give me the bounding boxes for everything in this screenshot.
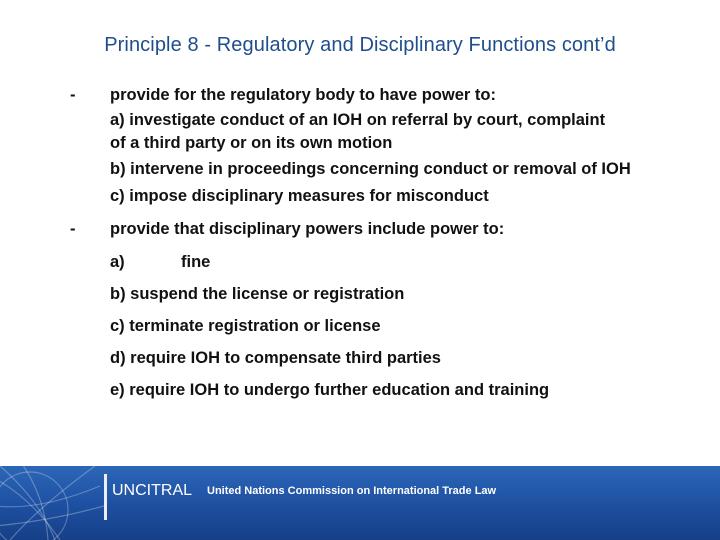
- footer-bar: [0, 466, 720, 540]
- sub-item-a-letter: a): [110, 253, 125, 271]
- sub-item-d: d) require IOH to compensate third parties: [110, 349, 441, 367]
- sub-item-a-continued: of a third party or on its own motion: [110, 134, 393, 152]
- brand-name: UNCITRAL: [112, 482, 193, 499]
- globe-decoration-icon: [0, 466, 104, 540]
- sub-item-b: b) intervene in proceedings concerning conduct or removal of IOH: [110, 160, 631, 178]
- sub-item-e: e) require IOH to undergo further education and training: [110, 381, 550, 399]
- bullet-dash: -: [70, 86, 76, 104]
- bullet-text: provide for the regulatory body to have power to:: [110, 86, 496, 104]
- bullet-dash: -: [70, 220, 76, 238]
- sub-item-c: c) impose disciplinary measures for misconduct: [110, 187, 489, 205]
- organization-full-name: United Nations Commission on International Trade Law: [207, 485, 497, 497]
- sub-item-a: a) investigate conduct of an IOH on referral by court, complaint: [110, 111, 606, 129]
- footer-divider: [104, 474, 107, 520]
- bullet-text: provide that disciplinary powers include power to:: [110, 220, 505, 238]
- sub-item-c: c) terminate registration or license: [110, 317, 381, 335]
- sub-item-b: b) suspend the license or registration: [110, 285, 405, 303]
- sub-item-a-text: fine: [181, 253, 211, 271]
- slide-title: Principle 8 - Regulatory and Disciplinary Functions cont’d: [104, 34, 616, 56]
